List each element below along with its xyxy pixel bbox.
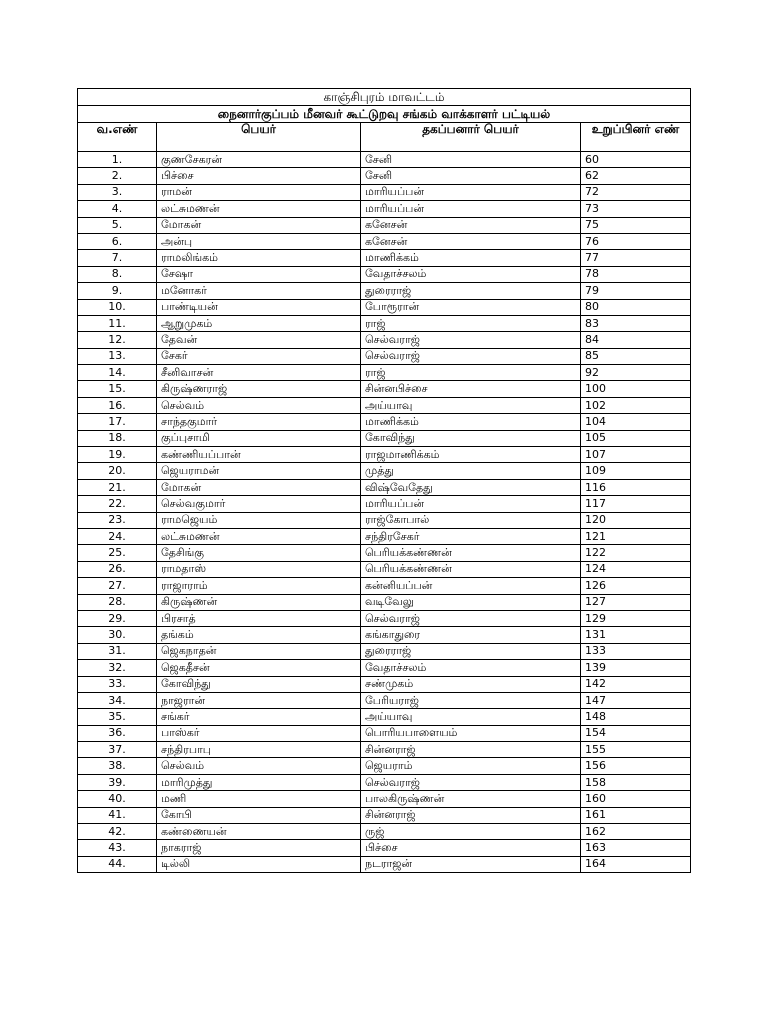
table-row xyxy=(78,709,691,725)
serial-cell: 13. xyxy=(78,348,157,364)
member-number-cell: 80 xyxy=(581,299,691,315)
table-row xyxy=(78,365,691,381)
serial-cell: 29. xyxy=(78,610,157,626)
column-header-row xyxy=(78,123,691,152)
name-cell: சேகர் xyxy=(157,348,361,364)
table-row xyxy=(78,676,691,692)
table-row xyxy=(78,791,691,807)
table-row xyxy=(78,479,691,495)
father-name-cell: துரைராஜ் xyxy=(361,283,581,299)
name-cell: கிருஷ்ணராஜ் xyxy=(157,381,361,397)
name-cell: கண்ணையன் xyxy=(157,824,361,840)
father-name-cell: வேதாச்சலம் xyxy=(361,266,581,282)
father-name-cell: வேதாச்சலம் xyxy=(361,660,581,676)
name-cell: செல்வம் xyxy=(157,397,361,413)
table-row xyxy=(78,692,691,708)
serial-cell: 7. xyxy=(78,250,157,266)
serial-cell: 18. xyxy=(78,430,157,446)
table-row xyxy=(78,610,691,626)
name-cell: லட்சுமணன் xyxy=(157,528,361,544)
district-title: காஞ்சிபுரம் மாவட்டம் xyxy=(78,89,691,106)
member-number-cell: 131 xyxy=(581,627,691,643)
name-cell: மோகன் xyxy=(157,479,361,495)
father-name-cell: துரைராஜ் xyxy=(361,643,581,659)
member-number-cell: 83 xyxy=(581,315,691,331)
serial-cell: 16. xyxy=(78,397,157,413)
name-cell: தேவன் xyxy=(157,332,361,348)
name-cell: கோவிந்து xyxy=(157,676,361,692)
serial-cell: 28. xyxy=(78,594,157,610)
serial-cell: 12. xyxy=(78,332,157,348)
serial-cell: 14. xyxy=(78,365,157,381)
serial-cell: 34. xyxy=(78,692,157,708)
member-number-cell: 160 xyxy=(581,791,691,807)
name-cell: கிருஷ்ணன் xyxy=(157,594,361,610)
father-name-cell: ராஜ் xyxy=(361,365,581,381)
member-number-cell: 92 xyxy=(581,365,691,381)
table-row xyxy=(78,578,691,594)
member-number-cell: 148 xyxy=(581,709,691,725)
father-name-cell: பொரியபாளையம் xyxy=(361,725,581,741)
father-name-cell: ருஜ் xyxy=(361,824,581,840)
father-name-cell: செல்வராஜ் xyxy=(361,774,581,790)
member-number-cell: 155 xyxy=(581,742,691,758)
member-number-cell: 75 xyxy=(581,217,691,233)
father-name-cell: அய்யாவு xyxy=(361,709,581,725)
serial-cell: 36. xyxy=(78,725,157,741)
table-row xyxy=(78,856,691,872)
member-number-cell: 127 xyxy=(581,594,691,610)
father-name-cell: மாரியப்பன் xyxy=(361,201,581,217)
member-number-cell: 133 xyxy=(581,643,691,659)
table-row xyxy=(78,545,691,561)
column-header-serial: வ.எண் xyxy=(78,123,157,152)
serial-cell: 41. xyxy=(78,807,157,823)
father-name-cell: முத்து xyxy=(361,463,581,479)
member-number-cell: 156 xyxy=(581,758,691,774)
member-number-cell: 126 xyxy=(581,578,691,594)
member-number-cell: 117 xyxy=(581,496,691,512)
serial-cell: 9. xyxy=(78,283,157,299)
name-cell: குப்புசாமி xyxy=(157,430,361,446)
table-row xyxy=(78,184,691,200)
serial-cell: 40. xyxy=(78,791,157,807)
table-row xyxy=(78,233,691,249)
name-cell: ராமன் xyxy=(157,184,361,200)
member-number-cell: 162 xyxy=(581,824,691,840)
table-row xyxy=(78,512,691,528)
member-number-cell: 62 xyxy=(581,168,691,184)
name-cell: சீனிவாசன் xyxy=(157,365,361,381)
father-name-cell: வடிவேலு xyxy=(361,594,581,610)
member-number-cell: 73 xyxy=(581,201,691,217)
father-name-cell: கோவிந்து xyxy=(361,430,581,446)
table-row xyxy=(78,430,691,446)
table-row xyxy=(78,283,691,299)
name-cell: சந்திரபாபு xyxy=(157,742,361,758)
serial-cell: 21. xyxy=(78,479,157,495)
father-name-cell: செல்வராஜ் xyxy=(361,348,581,364)
father-name-cell: சின்னராஜ் xyxy=(361,807,581,823)
table-row xyxy=(78,496,691,512)
member-number-cell: 60 xyxy=(581,152,691,168)
table-row xyxy=(78,397,691,413)
member-number-cell: 124 xyxy=(581,561,691,577)
serial-cell: 38. xyxy=(78,758,157,774)
serial-cell: 32. xyxy=(78,660,157,676)
name-cell: ஜெகநாதன் xyxy=(157,643,361,659)
serial-cell: 5. xyxy=(78,217,157,233)
serial-cell: 3. xyxy=(78,184,157,200)
table-row xyxy=(78,725,691,741)
father-name-cell: ராஜ் xyxy=(361,315,581,331)
serial-cell: 1. xyxy=(78,152,157,168)
father-name-cell: செல்வராஜ் xyxy=(361,610,581,626)
table-row xyxy=(78,250,691,266)
member-number-cell: 164 xyxy=(581,856,691,872)
member-number-cell: 102 xyxy=(581,397,691,413)
serial-cell: 24. xyxy=(78,528,157,544)
member-number-cell: 78 xyxy=(581,266,691,282)
serial-cell: 33. xyxy=(78,676,157,692)
table-row xyxy=(78,463,691,479)
serial-cell: 31. xyxy=(78,643,157,659)
serial-cell: 6. xyxy=(78,233,157,249)
father-name-cell: கனேசன் xyxy=(361,217,581,233)
name-cell: தங்கம் xyxy=(157,627,361,643)
name-cell: சேஷா xyxy=(157,266,361,282)
serial-cell: 15. xyxy=(78,381,157,397)
member-number-cell: 76 xyxy=(581,233,691,249)
name-cell: கோபி xyxy=(157,807,361,823)
member-number-cell: 109 xyxy=(581,463,691,479)
table-row xyxy=(78,660,691,676)
name-cell: குணசேகரன் xyxy=(157,152,361,168)
serial-cell: 20. xyxy=(78,463,157,479)
father-name-cell: பேரியராஜ் xyxy=(361,692,581,708)
member-number-cell: 116 xyxy=(581,479,691,495)
table-row xyxy=(78,348,691,364)
father-name-cell: பாலகிருஷ்ணன் xyxy=(361,791,581,807)
serial-cell: 25. xyxy=(78,545,157,561)
name-cell: பிரசாத் xyxy=(157,610,361,626)
member-number-cell: 139 xyxy=(581,660,691,676)
father-name-cell: சேனி xyxy=(361,152,581,168)
name-cell: நாகராஜ் xyxy=(157,840,361,856)
table-row xyxy=(78,561,691,577)
column-header-father-name: தகப்பனார் பெயர் xyxy=(361,123,581,152)
serial-cell: 2. xyxy=(78,168,157,184)
name-cell: பிச்சை xyxy=(157,168,361,184)
list-title: நைனார்குப்பம் மீனவர் கூட்டுறவு சங்கம் வாக்காளர் பட்டியல் xyxy=(78,106,691,123)
member-number-cell: 84 xyxy=(581,332,691,348)
father-name-cell: பிச்சை xyxy=(361,840,581,856)
name-cell: ராமலிங்கம் xyxy=(157,250,361,266)
member-number-cell: 154 xyxy=(581,725,691,741)
serial-cell: 19. xyxy=(78,447,157,463)
member-number-cell: 107 xyxy=(581,447,691,463)
member-number-cell: 158 xyxy=(581,774,691,790)
father-name-cell: ஜெயராம் xyxy=(361,758,581,774)
father-name-cell: பெரியக்கண்ணன் xyxy=(361,545,581,561)
serial-cell: 23. xyxy=(78,512,157,528)
list-title-row xyxy=(78,106,691,123)
serial-cell: 4. xyxy=(78,201,157,217)
name-cell: ராமதாஸ் xyxy=(157,561,361,577)
member-number-cell: 122 xyxy=(581,545,691,561)
member-number-cell: 121 xyxy=(581,528,691,544)
member-number-cell: 77 xyxy=(581,250,691,266)
name-cell: மாரிமுத்து xyxy=(157,774,361,790)
table-row xyxy=(78,758,691,774)
member-number-cell: 85 xyxy=(581,348,691,364)
table-row xyxy=(78,168,691,184)
table-row xyxy=(78,152,691,168)
name-cell: மனோகர் xyxy=(157,283,361,299)
member-number-cell: 79 xyxy=(581,283,691,299)
serial-cell: 8. xyxy=(78,266,157,282)
name-cell: ராஜாராம் xyxy=(157,578,361,594)
member-number-cell: 142 xyxy=(581,676,691,692)
name-cell: சங்கர் xyxy=(157,709,361,725)
serial-cell: 27. xyxy=(78,578,157,594)
name-cell: அன்பு xyxy=(157,233,361,249)
member-number-cell: 100 xyxy=(581,381,691,397)
table-row xyxy=(78,528,691,544)
father-name-cell: சந்திரசேகர் xyxy=(361,528,581,544)
name-cell: செல்வகுமார் xyxy=(157,496,361,512)
serial-cell: 11. xyxy=(78,315,157,331)
father-name-cell: சேனி xyxy=(361,168,581,184)
district-title-row xyxy=(78,89,691,106)
father-name-cell: விஷ்வேதேது xyxy=(361,479,581,495)
table-row xyxy=(78,315,691,331)
father-name-cell: மாணிக்கம் xyxy=(361,414,581,430)
table-row xyxy=(78,332,691,348)
father-name-cell: சண்முகம் xyxy=(361,676,581,692)
serial-cell: 30. xyxy=(78,627,157,643)
table-row xyxy=(78,774,691,790)
table-row xyxy=(78,594,691,610)
father-name-cell: மாரியப்பன் xyxy=(361,184,581,200)
member-number-cell: 129 xyxy=(581,610,691,626)
serial-cell: 39. xyxy=(78,774,157,790)
father-name-cell: பெரியக்கண்ணன் xyxy=(361,561,581,577)
name-cell: மோகன் xyxy=(157,217,361,233)
name-cell: பாஸ்கர் xyxy=(157,725,361,741)
father-name-cell: சின்னராஜ் xyxy=(361,742,581,758)
table-row xyxy=(78,807,691,823)
member-number-cell: 104 xyxy=(581,414,691,430)
serial-cell: 44. xyxy=(78,856,157,872)
serial-cell: 17. xyxy=(78,414,157,430)
name-cell: செல்வம் xyxy=(157,758,361,774)
name-cell: டில்லி xyxy=(157,856,361,872)
serial-cell: 42. xyxy=(78,824,157,840)
father-name-cell: கனேசன் xyxy=(361,233,581,249)
member-number-cell: 161 xyxy=(581,807,691,823)
father-name-cell: ராஜ்கோபால் xyxy=(361,512,581,528)
name-cell: பாண்டியன் xyxy=(157,299,361,315)
serial-cell: 22. xyxy=(78,496,157,512)
table-row xyxy=(78,643,691,659)
father-name-cell: மாணிக்கம் xyxy=(361,250,581,266)
member-number-cell: 72 xyxy=(581,184,691,200)
table-row xyxy=(78,447,691,463)
name-cell: தேசிங்கு xyxy=(157,545,361,561)
table-row xyxy=(78,266,691,282)
name-cell: ஜெயராமன் xyxy=(157,463,361,479)
table-row xyxy=(78,201,691,217)
column-header-name: பெயர் xyxy=(157,123,361,152)
member-number-cell: 147 xyxy=(581,692,691,708)
name-cell: சாந்தகுமார் xyxy=(157,414,361,430)
voter-list-table xyxy=(77,88,691,873)
serial-cell: 35. xyxy=(78,709,157,725)
father-name-cell: கன்னியப்பன் xyxy=(361,578,581,594)
member-number-cell: 105 xyxy=(581,430,691,446)
column-header-member-number: உறுப்பினர் எண் xyxy=(581,123,691,152)
table-row xyxy=(78,217,691,233)
serial-cell: 37. xyxy=(78,742,157,758)
name-cell: ஜெகதீசன் xyxy=(157,660,361,676)
serial-cell: 43. xyxy=(78,840,157,856)
name-cell: மணி xyxy=(157,791,361,807)
father-name-cell: கங்காதுரை xyxy=(361,627,581,643)
name-cell: ஆறுமுகம் xyxy=(157,315,361,331)
table-row xyxy=(78,824,691,840)
father-name-cell: செல்வராஜ் xyxy=(361,332,581,348)
table-row xyxy=(78,627,691,643)
father-name-cell: மாரியப்பன் xyxy=(361,496,581,512)
table-row xyxy=(78,299,691,315)
father-name-cell: அய்யாவு xyxy=(361,397,581,413)
member-number-cell: 163 xyxy=(581,840,691,856)
name-cell: லட்சுமணன் xyxy=(157,201,361,217)
father-name-cell: சின்னபிச்சை xyxy=(361,381,581,397)
table-row xyxy=(78,840,691,856)
father-name-cell: நடராஜன் xyxy=(361,856,581,872)
table-row xyxy=(78,381,691,397)
name-cell: நாஜரான் xyxy=(157,692,361,708)
table-row xyxy=(78,742,691,758)
serial-cell: 10. xyxy=(78,299,157,315)
father-name-cell: போரூரான் xyxy=(361,299,581,315)
name-cell: கண்ணியப்பான் xyxy=(157,447,361,463)
name-cell: ராமஜெயம் xyxy=(157,512,361,528)
table-row xyxy=(78,414,691,430)
member-number-cell: 120 xyxy=(581,512,691,528)
serial-cell: 26. xyxy=(78,561,157,577)
father-name-cell: ராஜமாணிக்கம் xyxy=(361,447,581,463)
